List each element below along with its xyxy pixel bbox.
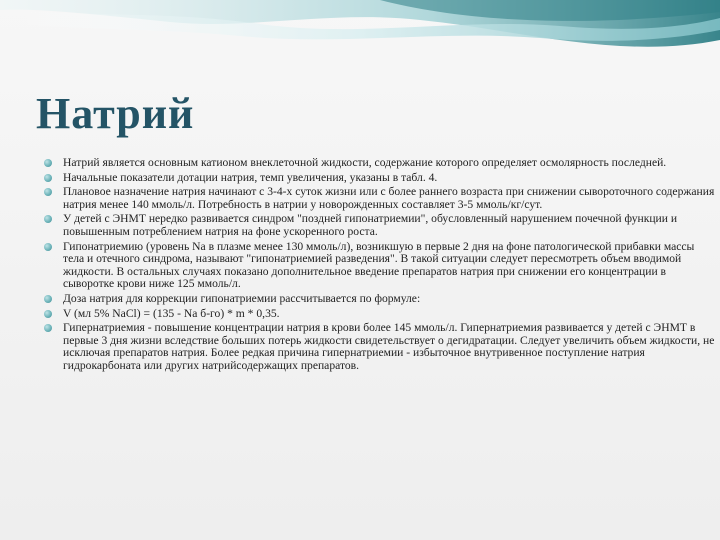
bullet-text: Плановое назначение натрия начинают с 3-4-х суток жизни или с более раннего возраста при снижении сывороточного содержания натрия менее 140 ммоль/л. Потребность в натрии у новорожденных составляет 3-5 ммоль/кг/сут. <box>63 185 715 211</box>
list-item <box>44 322 716 372</box>
list-item <box>44 172 716 185</box>
bullet-icon <box>44 174 52 182</box>
bullet-icon <box>44 215 52 223</box>
bullet-icon <box>44 159 52 167</box>
list-item <box>44 213 716 238</box>
bullet-icon <box>44 324 52 332</box>
page-title: Натрий <box>36 89 195 138</box>
bullet-text: Начальные показатели дотации натрия, темп увеличения, указаны в табл. 4. <box>63 170 438 184</box>
bullet-icon <box>44 295 52 303</box>
bullet-icon <box>44 310 52 318</box>
list-item <box>44 241 716 291</box>
bullet-icon <box>44 188 52 196</box>
bullet-text: Гипернатриемия - повышение концентрации натрия в крови более 145 ммоль/л. Гипернатриемия развивается у детей с ЭНМТ в первые 3 дня жизни вследствие больших потерь жидкости свидетельствует о дегидратации. Следует увеличить объем жидкости, не исключая препаратов натрия. Более редкая причина гипернатриемии - избыточное внутривенное поступление натрия гидрокарбоната или других натрийсодержащих препаратов. <box>63 321 715 372</box>
bullet-text: V (мл 5% NaCl) = (135 - Na б-го) * m * 0,35. <box>63 306 280 320</box>
bullet-list <box>44 157 716 375</box>
bullet-text: Доза натрия для коррекции гипонатриемии рассчитывается по формуле: <box>63 291 421 305</box>
bullet-text: У детей с ЭНМТ нередко развивается синдром "поздней гипонатриемии", обусловленный нарушением почечной функции и повышенным потреблением натрия на фоне ускоренного роста. <box>63 212 678 238</box>
bullet-text: Гипонатриемию (уровень Na в плазме менее 130 ммоль/л), возникшую в первые 2 дня на фоне патологической прибавки массы тела и отечного синдрома, называют "гипонатриемией разведения". В такой ситуации следует пересмотреть объем вводимой жидкости. В остальных случаях показано дополнительное введение препаратов натрия при снижении его концентрации в сыворотке крови ниже 125 ммоль/л. <box>63 239 695 291</box>
bullet-text: Натрий является основным катионом внеклеточной жидкости, содержание которого определяет осмолярность последней. <box>63 156 667 169</box>
list-item <box>44 308 716 321</box>
bullet-icon <box>44 243 52 251</box>
header-wave-decoration <box>0 0 720 80</box>
list-item <box>44 293 716 306</box>
list-item <box>44 186 716 211</box>
list-item <box>44 157 716 170</box>
